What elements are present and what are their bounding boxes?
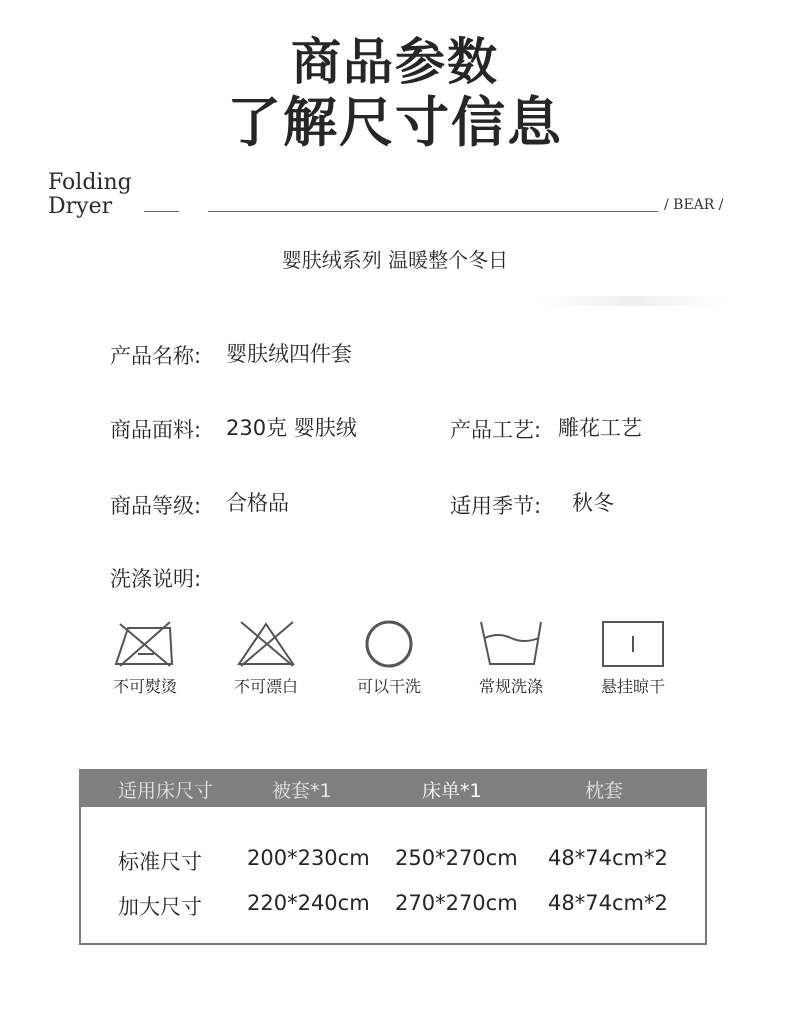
- product-name-value: 婴肤绒四件套: [226, 342, 352, 366]
- care-label: 不可熨烫: [112, 677, 177, 696]
- wash-label: 洗涤说明:: [110, 567, 202, 591]
- table-cell: 270*270cm: [395, 891, 518, 915]
- table-cell: 48*74cm*2: [548, 891, 668, 915]
- product-name-label: 产品名称:: [110, 344, 202, 368]
- table-cell: 200*230cm: [247, 846, 370, 870]
- care-label: 不可漂白: [233, 677, 298, 696]
- washtub-icon: [478, 618, 544, 668]
- no-iron-icon: [112, 618, 178, 668]
- craft-label: 产品工艺:: [450, 418, 542, 442]
- grade-label: 商品等级:: [110, 494, 202, 518]
- table-header-cell: 枕套: [585, 780, 624, 802]
- divider-long: [208, 211, 658, 212]
- dry-clean-icon: [356, 618, 422, 668]
- decorative-fade: [540, 296, 725, 306]
- season-value: 秋冬: [572, 491, 614, 515]
- care-item-hang-dry: [578, 618, 688, 698]
- hang-dry-icon: [600, 618, 666, 668]
- care-label: 可以干洗: [356, 677, 421, 696]
- table-cell: 220*240cm: [247, 891, 370, 915]
- no-bleach-icon: [233, 618, 299, 668]
- table-cell: 250*270cm: [395, 846, 518, 870]
- page-title: 商品参数: [291, 33, 499, 91]
- divider-short: [144, 211, 179, 212]
- brand-text: [48, 171, 132, 219]
- craft-value: 雕花工艺: [558, 416, 642, 440]
- size-table-header: [79, 769, 707, 807]
- care-label: 常规洗涤: [478, 677, 543, 696]
- grade-value: 合格品: [226, 491, 289, 515]
- brand-tag: / BEAR /: [664, 197, 724, 213]
- table-cell: 标准尺寸: [118, 850, 202, 874]
- fabric-label: 商品面料:: [110, 418, 202, 442]
- table-cell: 加大尺寸: [118, 895, 202, 919]
- care-item-dry-clean: [334, 618, 444, 698]
- series-subtitle: 婴肤绒系列 温暖整个冬日: [281, 248, 509, 272]
- table-header-cell: 适用床尺寸: [118, 780, 214, 802]
- care-item-no-bleach: [211, 618, 321, 698]
- care-item-washtub: [456, 618, 566, 698]
- brand-word-2: Dryer: [48, 194, 113, 219]
- brand-word-1: Folding: [48, 170, 132, 195]
- table-cell: 48*74cm*2: [548, 846, 668, 870]
- fabric-value: 230克 婴肤绒: [226, 416, 357, 440]
- care-label: 悬挂晾干: [600, 677, 665, 696]
- table-header-cell: 床单*1: [422, 780, 482, 802]
- care-item-no-iron: [90, 618, 200, 698]
- page-subtitle-heading: 了解尺寸信息: [227, 91, 563, 154]
- season-label: 适用季节:: [450, 494, 542, 518]
- table-header-cell: 被套*1: [272, 780, 332, 802]
